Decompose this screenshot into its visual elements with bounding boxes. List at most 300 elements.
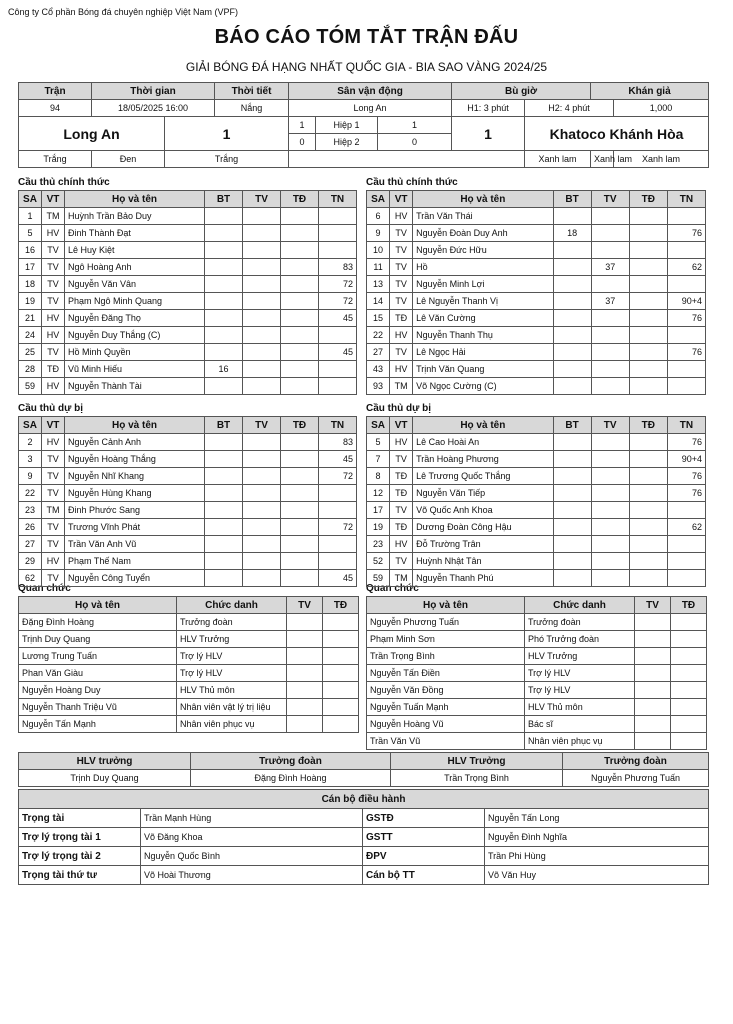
player-sa: 25	[19, 344, 42, 361]
player-sa: 28	[19, 361, 42, 378]
official-role: HLV Thủ môn	[177, 682, 287, 699]
staff-role-label: ĐPV	[363, 847, 485, 866]
player-tv	[243, 276, 281, 293]
player-tv	[591, 208, 629, 225]
player-bt	[553, 378, 591, 395]
player-vt: TV	[390, 242, 413, 259]
player-td	[629, 361, 667, 378]
player-vt: TV	[390, 502, 413, 519]
player-vt: TĐ	[390, 485, 413, 502]
report-title: BÁO CÁO TÓM TẮT TRẬN ĐẤU	[214, 26, 519, 48]
player-tv	[591, 242, 629, 259]
player-name: Lê Văn Cường	[413, 310, 553, 327]
player-col-header: TN	[667, 191, 705, 208]
player-vt: TĐ	[390, 468, 413, 485]
player-sa: 59	[367, 570, 390, 587]
player-tn: 76	[667, 468, 705, 485]
player-col-header: BT	[553, 191, 591, 208]
away-subs-table	[366, 416, 706, 587]
player-row	[19, 485, 357, 502]
kit-colors-row	[19, 151, 709, 168]
match-col-weather: Thời tiết	[215, 83, 289, 100]
player-sa: 23	[19, 502, 42, 519]
player-vt: TĐ	[42, 361, 65, 378]
player-tn	[667, 276, 705, 293]
away-team-name: Khatoco Khánh Hòa	[525, 117, 709, 151]
player-bt	[205, 310, 243, 327]
player-tn	[667, 378, 705, 395]
player-tv	[243, 519, 281, 536]
player-td	[629, 378, 667, 395]
official-role: HLV Thủ môn	[525, 699, 635, 716]
player-name: Huỳnh Trần Bảo Duy	[65, 208, 205, 225]
player-td	[281, 468, 319, 485]
player-tv	[591, 553, 629, 570]
player-sa: 9	[19, 468, 42, 485]
player-bt	[205, 344, 243, 361]
away-head-coach: Trần Trọng Bình	[391, 770, 563, 787]
player-td	[281, 293, 319, 310]
official-name: Nguyễn Phương Tuấn	[367, 614, 525, 631]
player-bt	[553, 485, 591, 502]
official-row	[19, 648, 359, 665]
player-name: Nguyễn Công Tuyển	[65, 570, 205, 587]
player-sa: 12	[367, 485, 390, 502]
player-col-header: SA	[19, 417, 42, 434]
player-td	[281, 519, 319, 536]
player-td	[629, 276, 667, 293]
official-role: Nhân viên phục vụ	[177, 716, 287, 733]
official-name: Nguyễn Tấn Mạnh	[19, 716, 177, 733]
official-name: Trịnh Duy Quang	[19, 631, 177, 648]
official-role: Trợ lý HLV	[177, 665, 287, 682]
official-name: Phạm Minh Sơn	[367, 631, 525, 648]
player-row	[19, 327, 357, 344]
player-col-header: VT	[390, 191, 413, 208]
player-tv	[591, 361, 629, 378]
player-sa: 27	[367, 344, 390, 361]
player-td	[629, 242, 667, 259]
official-td	[323, 716, 359, 733]
official-td	[323, 699, 359, 716]
player-bt	[205, 208, 243, 225]
player-tv	[243, 259, 281, 276]
player-tv	[591, 378, 629, 395]
player-tv: 37	[591, 259, 629, 276]
official-row	[367, 682, 707, 699]
player-bt	[205, 259, 243, 276]
player-name: Lê Ngọc Hải	[413, 344, 553, 361]
official-name: Nguyễn Văn Đồng	[367, 682, 525, 699]
player-sa: 19	[19, 293, 42, 310]
player-td	[629, 259, 667, 276]
player-tn	[667, 553, 705, 570]
player-td	[629, 225, 667, 242]
player-col-header: BT	[205, 191, 243, 208]
match-time: 18/05/2025 16:00	[92, 100, 215, 117]
player-bt	[553, 293, 591, 310]
player-sa: 17	[19, 259, 42, 276]
player-tn: 76	[667, 344, 705, 361]
player-tn	[667, 208, 705, 225]
player-sa: 23	[367, 536, 390, 553]
player-row	[19, 434, 357, 451]
player-col-header: VT	[390, 417, 413, 434]
official-tv	[287, 716, 323, 733]
official-row	[19, 682, 359, 699]
player-sa: 8	[367, 468, 390, 485]
player-sa: 21	[19, 310, 42, 327]
player-bt	[553, 553, 591, 570]
match-col-time: Thời gian	[92, 83, 215, 100]
player-tn	[667, 327, 705, 344]
official-tv	[287, 699, 323, 716]
player-tv	[591, 570, 629, 587]
player-bt: 16	[205, 361, 243, 378]
player-tv	[591, 327, 629, 344]
player-vt: HV	[42, 310, 65, 327]
official-name: Nguyễn Thanh Triệu Vũ	[19, 699, 177, 716]
official-col-header: Chức danh	[177, 597, 287, 614]
player-name: Ngô Hoàng Anh	[65, 259, 205, 276]
player-header-row	[19, 417, 357, 434]
away-subs-heading: Cầu thủ dự bị	[366, 403, 432, 414]
player-row	[367, 468, 706, 485]
report-subtitle: GIẢI BÓNG ĐÁ HẠNG NHẤT QUỐC GIA - BIA SAO VÀNG 2024/25	[185, 60, 548, 74]
player-vt: TV	[42, 519, 65, 536]
player-vt: TV	[390, 259, 413, 276]
player-tn: 90+4	[667, 451, 705, 468]
staff-role-label: Trọng tài	[19, 809, 141, 828]
player-col-header: TV	[243, 191, 281, 208]
player-sa: 17	[367, 502, 390, 519]
official-tv	[635, 699, 671, 716]
away-kit-socks: Xanh lam	[614, 151, 709, 168]
player-name: Dương Đoàn Công Hậu	[413, 519, 553, 536]
player-td	[629, 327, 667, 344]
player-tv	[591, 225, 629, 242]
player-name: Lê Cao Hoài An	[413, 434, 553, 451]
player-name: Nguyễn Văn Vân	[65, 276, 205, 293]
player-name: Nguyễn Đức Hữu	[413, 242, 553, 259]
player-td	[281, 485, 319, 502]
staff-person: Nguyễn Quốc Bình	[141, 847, 363, 866]
home-officials-heading: Quan chức	[18, 583, 71, 594]
player-col-header: VT	[42, 417, 65, 434]
player-bt	[553, 208, 591, 225]
away-half1-score: 1	[378, 117, 452, 134]
away-starters-heading: Cầu thủ chính thức	[366, 177, 458, 188]
player-name: Nguyễn Cảnh Anh	[65, 434, 205, 451]
staff-row	[19, 809, 709, 828]
official-role: Phó Trưởng đoàn	[525, 631, 635, 648]
player-td	[281, 536, 319, 553]
player-row	[367, 570, 706, 587]
player-sa: 62	[19, 570, 42, 587]
player-col-header: TN	[319, 417, 357, 434]
home-half1-score: 1	[289, 117, 316, 134]
score-row-1	[19, 117, 709, 134]
player-col-header: Họ và tên	[413, 191, 553, 208]
player-tn: 76	[667, 434, 705, 451]
player-tn: 76	[667, 485, 705, 502]
staff-person: Trần Phi Hùng	[485, 847, 709, 866]
away-head-coach-label: HLV Trưởng	[391, 753, 563, 770]
player-tn	[667, 536, 705, 553]
kit-spacer	[289, 151, 525, 168]
official-row	[19, 716, 359, 733]
player-sa: 2	[19, 434, 42, 451]
player-td	[629, 519, 667, 536]
home-team-name: Long An	[19, 117, 165, 151]
home-starters-heading: Cầu thủ chính thức	[18, 177, 110, 188]
official-tv	[287, 648, 323, 665]
player-row	[367, 519, 706, 536]
player-tn	[319, 485, 357, 502]
player-col-header: Họ và tên	[65, 191, 205, 208]
player-tv	[243, 378, 281, 395]
player-tv	[591, 276, 629, 293]
player-tv	[243, 208, 281, 225]
player-tn: 72	[319, 293, 357, 310]
player-name: Vũ Minh Hiếu	[65, 361, 205, 378]
official-tv	[287, 665, 323, 682]
official-name: Nguyễn Tuấn Mạnh	[367, 699, 525, 716]
player-name: Nguyễn Thanh Thụ	[413, 327, 553, 344]
official-name: Lương Trung Tuấn	[19, 648, 177, 665]
player-sa: 10	[367, 242, 390, 259]
player-sa: 93	[367, 378, 390, 395]
player-tv	[243, 553, 281, 570]
extra-time-h1: H1: 3 phút	[452, 100, 525, 117]
player-row	[19, 451, 357, 468]
official-row	[367, 699, 707, 716]
player-name: Huỳnh Nhật Tân	[413, 553, 553, 570]
player-name: Nguyễn Minh Lợi	[413, 276, 553, 293]
player-vt: TM	[42, 502, 65, 519]
staff-role-label: GSTĐ	[363, 809, 485, 828]
player-bt	[205, 468, 243, 485]
player-td	[629, 553, 667, 570]
player-bt	[205, 502, 243, 519]
player-td	[281, 208, 319, 225]
player-sa: 52	[367, 553, 390, 570]
player-vt: HV	[390, 208, 413, 225]
staff-row	[19, 847, 709, 866]
player-tn: 45	[319, 451, 357, 468]
player-vt: TM	[390, 378, 413, 395]
player-td	[281, 502, 319, 519]
player-bt	[205, 434, 243, 451]
player-name: Trương Vĩnh Phát	[65, 519, 205, 536]
player-tv	[243, 451, 281, 468]
official-role: Trợ lý HLV	[525, 682, 635, 699]
player-header-row	[367, 417, 706, 434]
official-header-row	[19, 597, 359, 614]
player-sa: 19	[367, 519, 390, 536]
player-sa: 7	[367, 451, 390, 468]
official-role: Trưởng đoàn	[525, 614, 635, 631]
player-tn	[319, 361, 357, 378]
player-tn: 45	[319, 344, 357, 361]
player-col-header: TĐ	[629, 417, 667, 434]
player-vt: HV	[42, 553, 65, 570]
player-vt: HV	[390, 434, 413, 451]
official-row	[367, 733, 707, 750]
player-row	[367, 276, 706, 293]
official-td	[323, 631, 359, 648]
away-score: 1	[452, 117, 525, 151]
staff-person: Võ Văn Huy	[485, 866, 709, 885]
official-role: Trợ lý HLV	[525, 665, 635, 682]
player-bt	[553, 502, 591, 519]
player-sa: 22	[367, 327, 390, 344]
official-td	[671, 614, 707, 631]
official-row	[367, 648, 707, 665]
player-name: Lê Trương Quốc Thắng	[413, 468, 553, 485]
player-col-header: TĐ	[281, 417, 319, 434]
player-row	[367, 293, 706, 310]
official-td	[671, 682, 707, 699]
player-td	[629, 310, 667, 327]
player-col-header: SA	[367, 191, 390, 208]
staff-person: Trần Mạnh Hùng	[141, 809, 363, 828]
official-td	[671, 716, 707, 733]
player-vt: HV	[42, 225, 65, 242]
player-bt: 18	[553, 225, 591, 242]
official-role: Nhân viên phục vụ	[525, 733, 635, 750]
staff-role-label: Trọng tài thứ tư	[19, 866, 141, 885]
player-tn: 76	[667, 225, 705, 242]
player-vt: TM	[42, 208, 65, 225]
player-vt: HV	[42, 327, 65, 344]
player-vt: TV	[390, 451, 413, 468]
player-tn	[319, 327, 357, 344]
player-vt: TV	[42, 570, 65, 587]
official-tv	[287, 682, 323, 699]
player-tv	[243, 293, 281, 310]
away-officials-heading: Quan chức	[366, 583, 419, 594]
player-tn	[667, 361, 705, 378]
official-row	[19, 699, 359, 716]
player-vt: HV	[390, 361, 413, 378]
player-name: Nguyễn Duy Thắng (C)	[65, 327, 205, 344]
player-name: Nguyễn Hùng Khang	[65, 485, 205, 502]
player-row	[19, 293, 357, 310]
player-header-row	[19, 191, 357, 208]
player-row	[19, 276, 357, 293]
player-row	[367, 327, 706, 344]
player-col-header: TV	[591, 417, 629, 434]
player-sa: 18	[19, 276, 42, 293]
player-bt	[553, 570, 591, 587]
player-row	[367, 361, 706, 378]
player-name: Nguyễn Nhĩ Khang	[65, 468, 205, 485]
match-col-stadium: Sân vận động	[289, 83, 452, 100]
staff-role-label: Trợ lý trọng tài 1	[19, 828, 141, 847]
player-vt: HV	[390, 536, 413, 553]
player-row	[19, 536, 357, 553]
player-tn: 72	[319, 519, 357, 536]
player-name: Phạm Thế Nam	[65, 553, 205, 570]
half2-label: Hiệp 2	[316, 134, 378, 151]
player-sa: 14	[367, 293, 390, 310]
home-half2-score: 0	[289, 134, 316, 151]
player-tn: 83	[319, 434, 357, 451]
player-name: Đinh Thành Đạt	[65, 225, 205, 242]
player-row	[367, 310, 706, 327]
player-row	[367, 536, 706, 553]
player-tn	[667, 242, 705, 259]
match-weather: Nắng	[215, 100, 289, 117]
player-sa: 27	[19, 536, 42, 553]
player-col-header: SA	[19, 191, 42, 208]
player-tv	[591, 310, 629, 327]
player-td	[281, 242, 319, 259]
player-vt: TV	[42, 536, 65, 553]
player-td	[281, 553, 319, 570]
player-tv	[243, 468, 281, 485]
player-row	[19, 519, 357, 536]
away-kit-shirt: Xanh lam	[525, 151, 591, 168]
player-vt: TV	[42, 259, 65, 276]
match-info-table	[18, 82, 709, 168]
player-tv	[591, 519, 629, 536]
player-row	[367, 434, 706, 451]
player-sa: 59	[19, 378, 42, 395]
player-bt	[205, 327, 243, 344]
home-score: 1	[165, 117, 289, 151]
official-tv	[635, 631, 671, 648]
player-vt: TĐ	[390, 310, 413, 327]
player-vt: TV	[390, 293, 413, 310]
home-head-coach-label: HLV trưởng	[19, 753, 191, 770]
player-tv	[591, 502, 629, 519]
home-officials-table	[18, 596, 359, 733]
player-tn: 62	[667, 259, 705, 276]
player-row	[19, 225, 357, 242]
official-row	[19, 665, 359, 682]
player-bt	[553, 242, 591, 259]
player-bt	[205, 293, 243, 310]
player-bt	[205, 242, 243, 259]
player-col-header: TN	[319, 191, 357, 208]
player-tv	[243, 225, 281, 242]
player-td	[629, 485, 667, 502]
player-vt: HV	[390, 327, 413, 344]
away-team-manager-label: Trưởng đoàn	[563, 753, 709, 770]
player-name: Võ Ngọc Cường (C)	[413, 378, 553, 395]
player-tv	[591, 344, 629, 361]
player-td	[281, 361, 319, 378]
player-vt: TM	[390, 570, 413, 587]
player-tn: 72	[319, 276, 357, 293]
official-role: HLV Trưởng	[177, 631, 287, 648]
official-name: Nguyễn Hoàng Duy	[19, 682, 177, 699]
player-tv	[243, 434, 281, 451]
player-col-header: VT	[42, 191, 65, 208]
player-bt	[553, 344, 591, 361]
player-tv	[243, 536, 281, 553]
player-td	[281, 451, 319, 468]
player-td	[281, 434, 319, 451]
home-starters-table	[18, 190, 357, 395]
player-name: Đỗ Trường Trân	[413, 536, 553, 553]
player-row	[19, 502, 357, 519]
player-td	[629, 451, 667, 468]
match-audience: 1,000	[614, 100, 709, 117]
official-col-header: TV	[287, 597, 323, 614]
